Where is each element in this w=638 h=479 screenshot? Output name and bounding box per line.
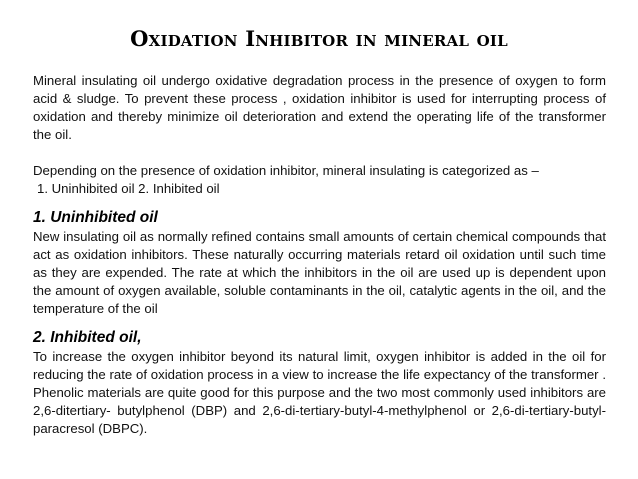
section-body-inhibited-oil: To increase the oxygen inhibitor beyond its natural limit, oxygen inhibitor is added in the oil for reducing the rate of oxidation process in a view to increase the life expectancy of the transformer . Phenolic materials are quite good for this purpose and the two most commonly used inhibitors are 2,6-ditertiary- butylphenol (DBP) and 2,6-di-tertiary-butyl-4-methylphenol or 2,6-di-tertiary-butyl-paracresol (DBPC).	[33, 349, 606, 436]
section-heading-uninhibited-oil: 1. Uninhibited oil	[33, 209, 158, 226]
oil-types-list: 1. Uninhibited oil 2. Inhibited oil	[37, 181, 220, 196]
section-body-uninhibited-oil: New insulating oil as normally refined contains small amounts of certain chemical compounds that act as oxidation inhibitors. These naturally occurring materials retard oil oxidation until such time as they are expended. The rate at which the inhibitors in the oil are used up is dependent upon the amount of oxygen available, soluble contaminants in the oil, catalytic agents in the oil, and the temperature of the oil	[33, 229, 606, 316]
spacer	[33, 198, 606, 208]
categorization-paragraph: Depending on the presence of oxidation inhibitor, mineral insulating is categorized as –	[33, 163, 539, 178]
document-body	[33, 72, 606, 438]
section-heading-inhibited-oil: 2. Inhibited oil,	[33, 329, 142, 346]
spacer	[33, 318, 606, 328]
page-title: Oxidation Inhibitor in mineral oil	[130, 26, 508, 51]
intro-paragraph: Mineral insulating oil undergo oxidative degradation process in the presence of oxygen to form acid & sludge. To prevent these process , oxidation inhibitor is used for interrupting process of oxidation and thereby minimize oil deterioration and extend the operating life of the transformer the oil.	[33, 73, 606, 142]
spacer	[33, 144, 606, 162]
